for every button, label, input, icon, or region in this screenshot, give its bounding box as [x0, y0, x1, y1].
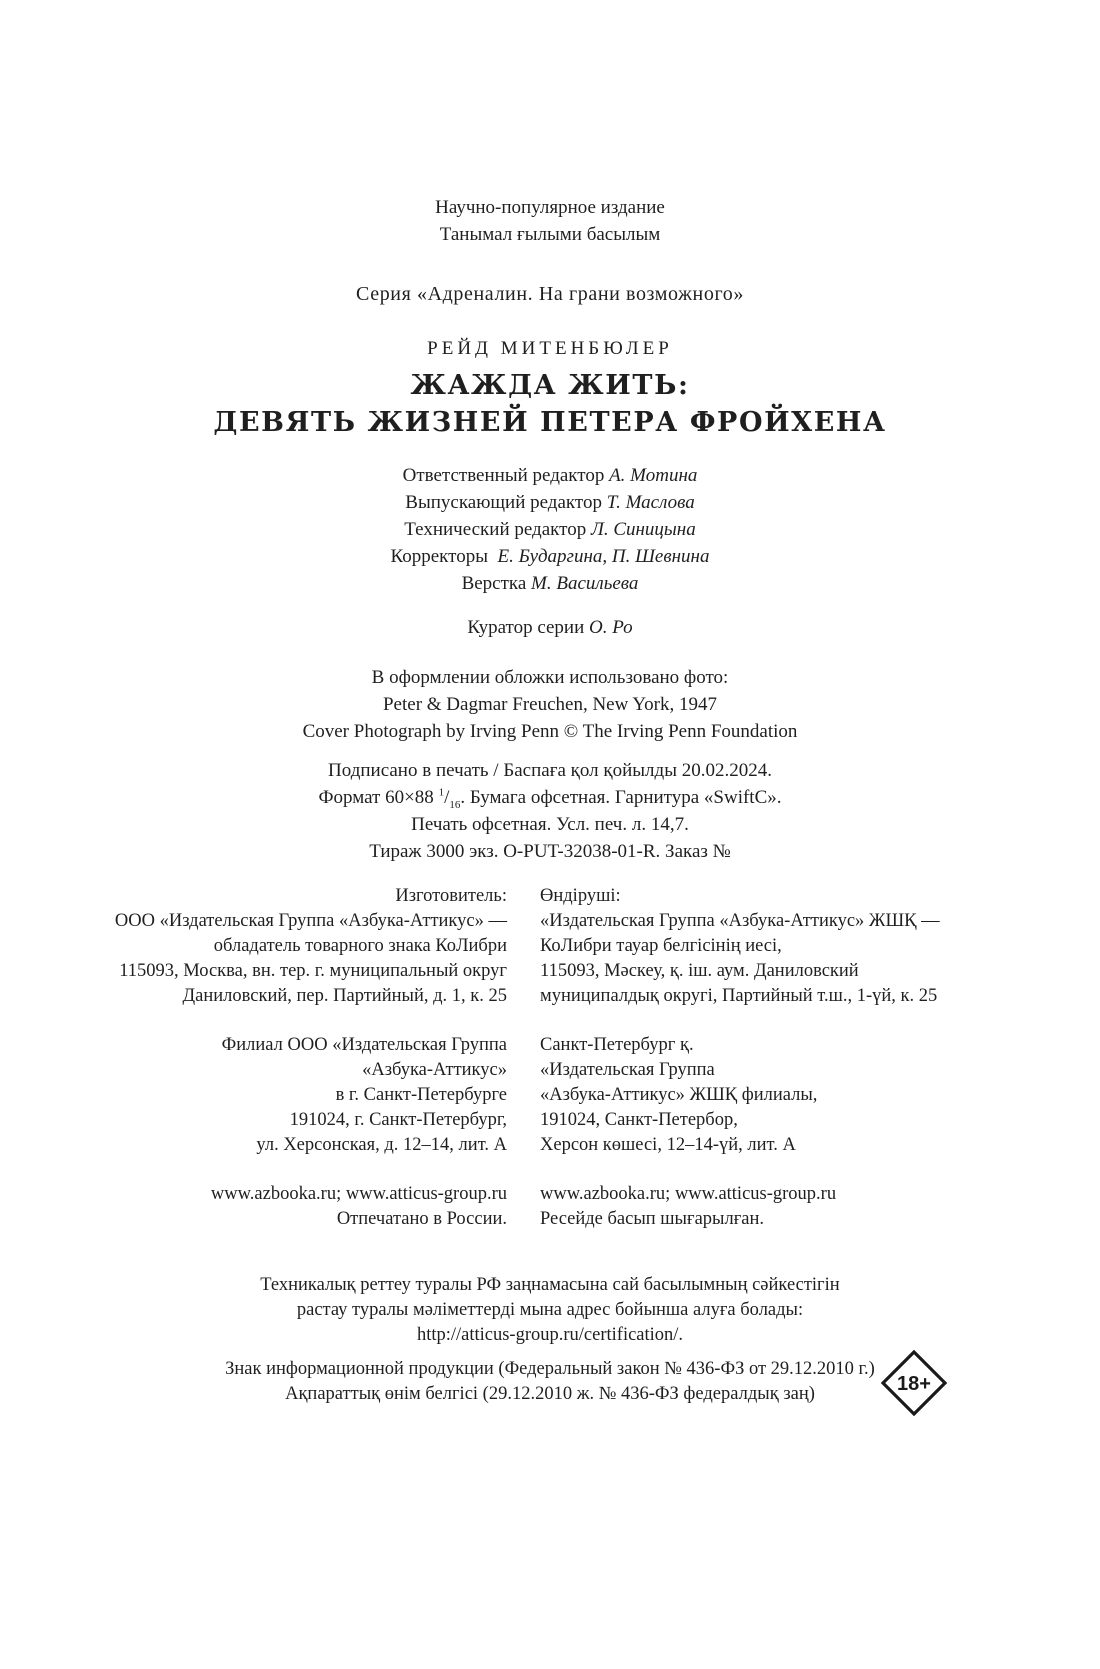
printed-in: Отпечатано в России.: [336, 1209, 507, 1229]
format-suffix: . Бумага офсетная. Гарнитура «SwiftC».: [460, 787, 782, 808]
credit-line: [0, 543, 1100, 570]
manufacturer-kz-block-3: [540, 1182, 940, 1232]
credit-role: Верстка: [461, 573, 527, 594]
curator-person: О. Ро: [589, 617, 633, 638]
age-info-line: Ақпараттық өнім белгісі (29.12.2010 ж. № 436-ФЗ федералдық заң): [285, 1384, 815, 1404]
age-badge-label: 18+: [897, 1373, 931, 1395]
text-line: Даниловский, пер. Партийный, д. 1, к. 25: [182, 986, 507, 1006]
text-line: Филиал ООО «Издательская Группа: [221, 1035, 507, 1055]
text-line: 191024, Санкт-Петербор,: [540, 1110, 738, 1130]
text-line: Херсон көшесі, 12–14-үй, лит. А: [540, 1135, 796, 1155]
genre-ru: Научно-популярное издание: [435, 197, 665, 218]
manufacturer-ru-block-3: [115, 1182, 507, 1232]
manufacturer-kz: [540, 884, 940, 1256]
age-info-line: Знак информационной продукции (Федеральный закон № 436-ФЗ от 29.12.2010 г.): [225, 1359, 875, 1379]
text-line: Өндіруші:: [540, 886, 621, 906]
genre-block: [0, 194, 1100, 248]
age-rating-badge-icon: [881, 1350, 947, 1416]
author-name: РЕЙД МИТЕНБЮЛЕР: [427, 338, 673, 359]
print-info: [0, 757, 1100, 865]
title-line-2: ДЕВЯТЬ ЖИЗНЕЙ ПЕТЕРА ФРОЙХЕНА: [213, 407, 887, 438]
text-line: «Азбука-Аттикус» ЖШҚ филиалы,: [540, 1085, 818, 1105]
website-links: www.azbooka.ru; www.atticus-group.ru: [210, 1184, 507, 1204]
text-line: Изготовитель:: [395, 886, 507, 906]
text-line: «Издательская Группа: [540, 1060, 715, 1080]
series-name: Серия «Адреналин. На грани возможного»: [356, 283, 744, 305]
genre-kz: Танымал ғылыми басылым: [439, 224, 661, 245]
printing-line: Печать офсетная. Усл. печ. л. 14,7.: [411, 814, 689, 835]
website-links: www.azbooka.ru; www.atticus-group.ru: [540, 1184, 837, 1204]
text-line: 191024, г. Санкт-Петербург,: [289, 1110, 507, 1130]
credits-block: [0, 462, 1100, 597]
credit-person: М. Васильева: [531, 573, 639, 594]
credit-line: [0, 462, 1100, 489]
text-line: в г. Санкт-Петербурге: [335, 1085, 507, 1105]
photo-line: Peter & Dagmar Freuchen, New York, 1947: [382, 694, 718, 715]
format-fraction-num: 1: [438, 786, 445, 799]
cert-url: http://atticus-group.ru/certification/.: [416, 1325, 684, 1345]
manufacturer-ru: [115, 884, 507, 1256]
credit-role: Технический редактор: [404, 519, 587, 540]
photo-line: Cover Photograph by Irving Penn © The Irving Penn Foundation: [302, 721, 798, 742]
text-line: муниципалдық округі, Партийный т.ш., 1-үй, к. 25: [540, 986, 938, 1006]
photo-line: В оформлении обложки использовано фото:: [371, 667, 729, 688]
text-line: «Азбука-Аттикус»: [362, 1060, 507, 1080]
credit-person: А. Мотина: [609, 465, 698, 486]
cert-line: Техникалық реттеу туралы РФ заңнамасына сай басылымның сәйкестігін: [260, 1275, 840, 1295]
credit-person: Т. Маслова: [606, 492, 695, 513]
text-line: ООО «Издательская Группа «Азбука-Аттикус» —: [114, 911, 507, 931]
manufacturer-kz-block-2: [540, 1033, 940, 1158]
credit-person: Л. Синицына: [590, 519, 696, 540]
title-line-1: ЖАЖДА ЖИТЬ:: [410, 370, 690, 401]
text-line: «Издательская Группа «Азбука-Аттикус» ЖШҚ —: [540, 911, 940, 931]
credit-line: [0, 570, 1100, 597]
credit-role: Ответственный редактор: [402, 465, 605, 486]
credit-line: [0, 489, 1100, 516]
cover-photo-credit: [0, 664, 1100, 745]
text-line: ул. Херсонская, д. 12–14, лит. А: [256, 1135, 507, 1155]
text-line: 115093, Мәскеу, қ. іш. аум. Даниловский: [540, 961, 859, 981]
series-curator: [0, 614, 1100, 641]
printed-in: Ресейде басып шығарылған.: [540, 1209, 765, 1229]
credit-person: Е. Бударгина, П. Шевнина: [497, 546, 710, 567]
cert-line: растау туралы мәліметтерді мына адрес бойынша алуға болады:: [296, 1300, 804, 1320]
credit-role: Корректоры: [390, 546, 488, 567]
signed-date: Подписано в печать / Баспаға қол қойылды 20.02.2024.: [328, 760, 772, 781]
credit-role: Выпускающий редактор: [405, 492, 602, 513]
manufacturer-ru-block-1: [115, 884, 507, 1009]
text-line: Санкт-Петербург қ.: [540, 1035, 694, 1055]
text-line: КоЛибри тауар белгісінің иесі,: [540, 936, 782, 956]
book-title: [0, 367, 1100, 441]
print-run-line: Тираж 3000 экз. O-PUT-32038-01-R. Заказ №: [369, 841, 731, 862]
text-line: обладатель товарного знака КоЛибри: [213, 936, 507, 956]
manufacturer-ru-block-2: [115, 1033, 507, 1158]
curator-role: Куратор серии: [467, 617, 585, 638]
text-line: 115093, Москва, вн. тер. г. муниципальный округ: [119, 961, 507, 981]
format-fraction-den: 16: [449, 798, 461, 811]
credit-line: [0, 516, 1100, 543]
format-prefix: Формат 60×88: [318, 787, 439, 808]
format-line: Формат 60×88 $^1/_{16}$. Бумага офсетная. Гарнитура «SwiftC».: [318, 786, 782, 811]
certification-info: [0, 1273, 1100, 1348]
manufacturer-kz-block-1: [540, 884, 940, 1009]
